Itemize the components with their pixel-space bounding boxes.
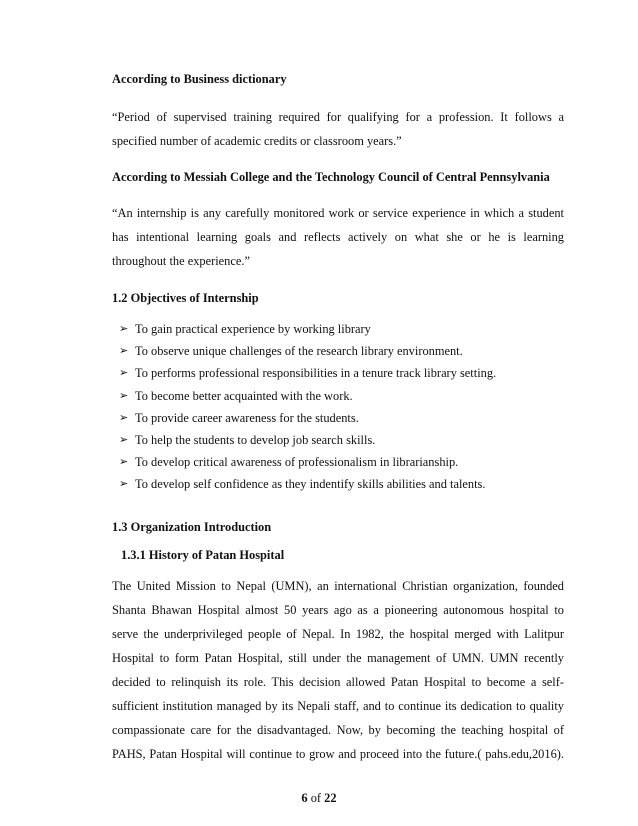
list-item <box>119 477 496 499</box>
messiah-definition-line-2: has intentional learning goals and reflects actively on what she or he is learning <box>112 230 564 244</box>
objective-text: To develop self confidence as they indentify skills abilities and talents. <box>135 477 486 492</box>
objective-text: To gain practical experience by working library <box>135 322 371 336</box>
objective-text: To provide career awareness for the students. <box>135 410 359 425</box>
objectives-heading: 1.2 Objectives of Internship <box>112 291 259 305</box>
history-paragraph-line-3: serve the underprivileged people of Nepal. In 1982, the hospital merged with Lalitpur <box>112 627 564 641</box>
history-paragraph-line-5: decided to relinquish its role. This decision allowed Patan Hospital to become a self- <box>112 675 564 689</box>
messiah-college-heading: According to Messiah College and the Technology Council of Central Pennsylvania <box>112 170 550 184</box>
arrowhead-bullet-icon: ➢ <box>119 455 129 469</box>
list-item <box>119 366 496 388</box>
business-dictionary-heading: According to Business dictionary <box>112 72 287 86</box>
list-item <box>119 389 496 411</box>
organization-heading: 1.3 Organization Introduction <box>112 520 272 534</box>
arrowhead-bullet-icon: ➢ <box>119 477 129 491</box>
objectives-list <box>119 322 496 500</box>
messiah-definition-line-1: “An internship is any carefully monitored work or service experience in which a student <box>112 206 564 220</box>
arrowhead-bullet-icon: ➢ <box>119 366 129 380</box>
business-definition-line-2: specified number of academic credits or classroom years.” <box>112 134 402 148</box>
list-item <box>119 433 496 455</box>
list-item <box>119 455 496 477</box>
history-paragraph-line-6: sufficient institution managed by its Nepali staff, and to continue its dedication to quality <box>112 699 564 713</box>
messiah-definition-line-3: throughout the experience.” <box>112 254 250 268</box>
total-pages: 22 <box>324 791 337 805</box>
objective-text: To observe unique challenges of the research library environment. <box>135 344 463 359</box>
arrowhead-bullet-icon: ➢ <box>119 410 129 424</box>
history-paragraph-line-1: The United Mission to Nepal (UMN), an international Christian organization, founded <box>112 579 564 593</box>
objective-text: To develop critical awareness of professionalism in librarianship. <box>135 455 459 470</box>
page-number: 6 <box>301 791 308 805</box>
history-paragraph-line-7: compassionate care for the disadvantaged. Now, by becoming the teaching hospital of <box>112 723 564 737</box>
list-item <box>119 322 496 344</box>
arrowhead-bullet-icon: ➢ <box>119 388 129 402</box>
list-item <box>119 411 496 433</box>
arrowhead-bullet-icon: ➢ <box>119 432 129 446</box>
page-of-label: of <box>310 791 322 805</box>
history-subheading: 1.3.1 History of Patan Hospital <box>121 548 285 562</box>
history-paragraph-line-2: Shanta Bhawan Hospital almost 50 years ago as a pioneering autonomous hospital to <box>112 603 564 617</box>
list-item <box>119 344 496 366</box>
history-paragraph-line-8: PAHS, Patan Hospital will continue to grow and proceed into the future.( pahs.edu,2016). <box>112 747 564 761</box>
arrowhead-bullet-icon: ➢ <box>119 322 129 335</box>
business-definition-line-1: “Period of supervised training required for qualifying for a profession. It follows a <box>112 110 564 124</box>
arrowhead-bullet-icon: ➢ <box>119 344 129 358</box>
objective-text: To performs professional responsibilities in a tenure track library setting. <box>135 366 497 381</box>
objective-text: To help the students to develop job search skills. <box>135 432 376 447</box>
objective-text: To become better acquainted with the work. <box>135 388 353 403</box>
page-footer <box>0 791 638 806</box>
history-paragraph-line-4: Hospital to form Patan Hospital, still under the management of UMN. UMN recently <box>112 651 564 665</box>
